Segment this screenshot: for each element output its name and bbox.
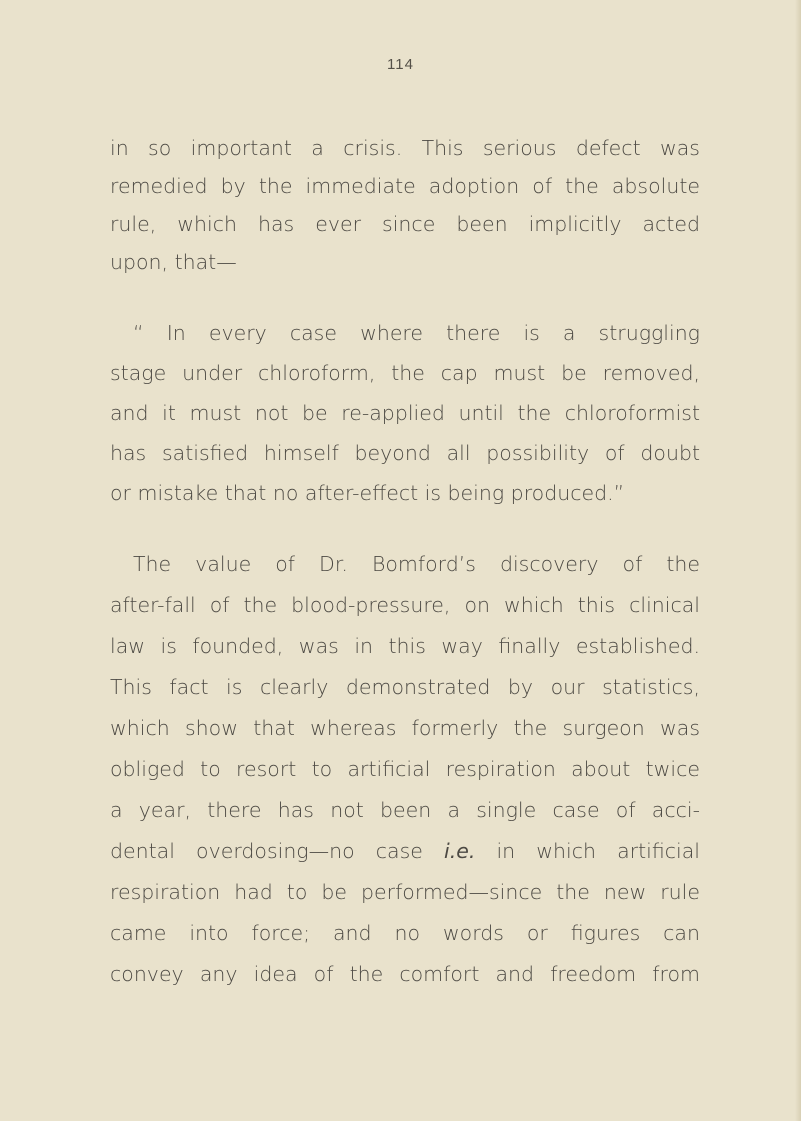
paragraph-3-line-9: respiration had to be performed—since the new rule <box>110 880 700 904</box>
paragraph-1-line-1: in so important a crisis. This serious defect was <box>110 136 700 160</box>
paragraph-3-line-8 <box>110 834 700 868</box>
quote-line-5: or mistake that no after-effect is being produced.” <box>110 481 625 505</box>
quote-line-4: has satisfied himself beyond all possibility of doubt <box>110 441 700 465</box>
quote-line-3: and it must not be re-applied until the chloroformist <box>110 401 700 425</box>
paragraph-1-line-4: upon, that— <box>110 250 237 274</box>
paragraph-3-line-6: obliged to resort to artificial respiration about twice <box>110 757 700 781</box>
paragraph-3-line-11: convey any idea of the comfort and freedom from <box>110 962 700 986</box>
paragraph-1-line-3: rule, which has ever since been implicitly acted <box>110 212 700 236</box>
paragraph-3-line-4: This fact is clearly demonstrated by our statistics, <box>110 675 700 699</box>
quote-line-1: “ In every case where there is a struggling <box>133 321 700 345</box>
paragraph-1-line-2: remedied by the immediate adoption of the absolute <box>110 174 700 198</box>
line-8-text-after: in which artificial <box>475 839 700 863</box>
paragraph-3-line-5: which show that whereas formerly the surgeon was <box>110 716 700 740</box>
paragraph-3-line-2: after-fall of the blood-pressure, on which this clinical <box>110 593 700 617</box>
paragraph-3-line-7: a year, there has not been a single case of acci- <box>110 798 700 822</box>
paragraph-3-line-3: law is founded, was in this way finally established. <box>110 634 700 658</box>
page-edge-shadow <box>795 0 801 1121</box>
line-8-text-before: dental overdosing—no case <box>110 839 445 863</box>
paragraph-3-line-10: came into force; and no words or figures can <box>110 921 700 945</box>
page-number: 114 <box>387 56 414 73</box>
paragraph-3-line-1: The value of Dr. Bomford’s discovery of the <box>133 552 700 576</box>
quote-line-2: stage under chloroform, the cap must be removed, <box>110 361 700 385</box>
ie-abbreviation: i.e. <box>444 839 476 863</box>
